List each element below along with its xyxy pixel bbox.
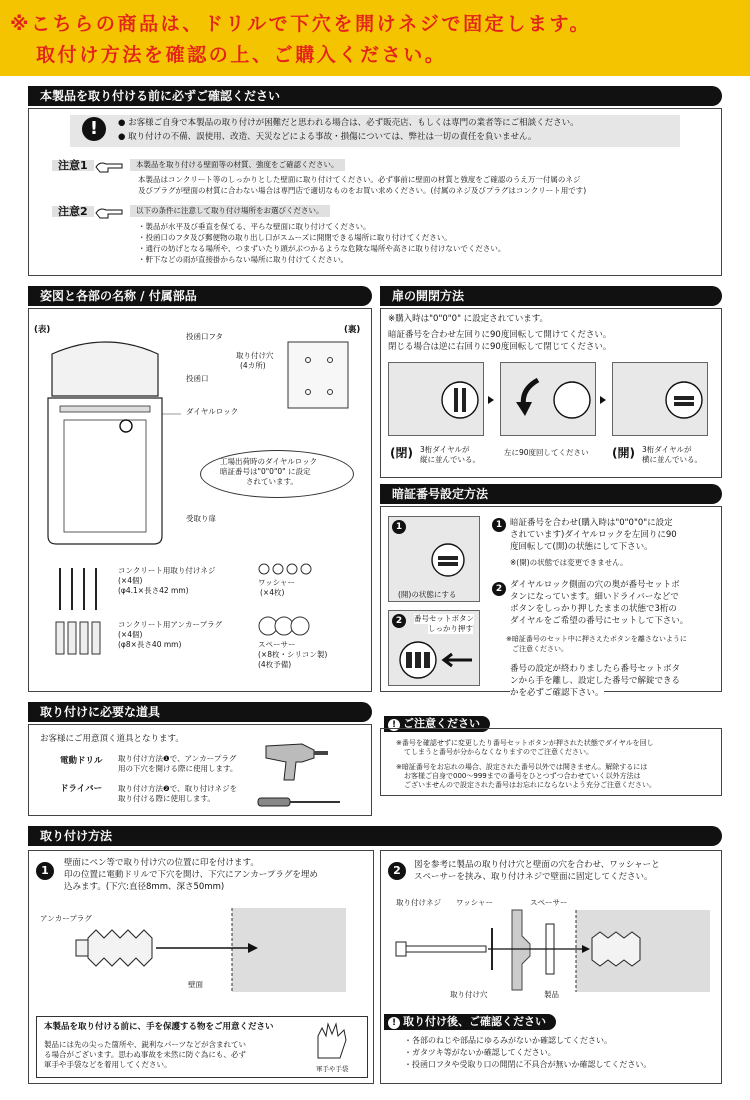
- spacers-name: スペーサー: [258, 640, 296, 649]
- photo-step-2: 2: [392, 614, 406, 628]
- caution-line: ございませんので設定された番号はお忘れにならないよう充分ご注意ください。: [404, 781, 656, 789]
- note2-item: ・製品が水平及び垂直を保てる、平らな壁面に取り付けてください。: [138, 222, 371, 231]
- info-icon: !: [388, 1017, 400, 1029]
- mailbox-back-illustration: [288, 342, 350, 410]
- glove-label: 軍手や手袋: [316, 1065, 349, 1073]
- mount-hole-label: 取り付け穴: [450, 990, 488, 999]
- banner-line-1: ※こちらの商品は、ドリルで下穴を開けネジで固定します。: [10, 13, 592, 35]
- plugs-size: (φ8×長さ40 mm): [118, 640, 182, 649]
- power-drill-icon: [262, 736, 332, 786]
- pointing-hand-icon: [94, 206, 124, 220]
- open-caption-1: 3桁ダイヤルが: [642, 445, 692, 454]
- code-step-3-line-2: ンから手を離し、設定した番号で解錠できる: [510, 676, 681, 686]
- install-step-1-line-1: 壁面にペン等で取り付け穴の位置に印を付けます。: [64, 858, 259, 868]
- tools-intro: お客様にご用意頂く道具となります。: [40, 734, 184, 744]
- screw-label: 取り付けネジ: [396, 898, 441, 907]
- part-label-receive-door: 受取り扉: [186, 514, 216, 523]
- code-step-2-line-3: ボタンをしっかり押したままの状態で3桁の: [510, 604, 677, 614]
- hand-protection-line: 製品には先の尖った箇所や、鋭利なパーツなどが含まれてい: [44, 1040, 247, 1049]
- drill-desc-2: 用の下穴を開ける際に使用します。: [118, 764, 238, 773]
- spacers-material: (×8枚・シリコン製): [258, 650, 328, 659]
- code-step-3-line-1: 番号の設定が終わりましたら番号セットボタ: [510, 664, 681, 674]
- after-check-item: ・各部のねじや部品にゆるみがないか確認してください。: [404, 1036, 612, 1045]
- screws-name: コンクリート用取り付けネジ: [118, 566, 216, 575]
- after-check-pill: [384, 1014, 556, 1030]
- screw-fixing-diagram: [396, 908, 714, 998]
- install-step-2-badge: 2: [388, 862, 406, 880]
- step-2-badge: 2: [492, 582, 506, 596]
- code-step-2-line-2: タンになっています。細いドライバーなどで: [510, 592, 679, 602]
- screws-size: (φ4.1×長さ42 mm): [118, 586, 189, 595]
- front-label: (表): [34, 325, 51, 335]
- mount-holes-count: (4カ所): [240, 361, 266, 370]
- set-button-label-1: 番号セットボタン: [414, 614, 474, 623]
- drill-name: 電動ドリル: [60, 756, 103, 766]
- banner-line-2: 取付け方法を確認の上、ご購入ください。: [36, 44, 447, 66]
- hand-protection-title: 本製品を取り付ける前に、手を保護する物をご用意ください: [44, 1022, 274, 1032]
- code-step-2-note-1: ※暗証番号のセット中に押さえたボタンを離さないように: [506, 635, 687, 643]
- code-step-1-line-2: されています)ダイヤルロックを左回りに90: [510, 530, 677, 540]
- note1-label: 注意1: [52, 160, 94, 171]
- note2-item: ・投函口のフタ及び郵便物の取り出し口がスムーズに開閉できる場所に取り付けてください。: [138, 233, 452, 242]
- door-close-instruction: 閉じる場合は逆に右回りに90度回転して閉じてください。: [388, 342, 612, 352]
- anchor-plugs-icon: [52, 620, 108, 656]
- install-step-1-line-2: 印の位置に電動ドリルで下穴を開け、下穴にアンカープラグを埋め: [64, 870, 318, 880]
- warning-line-1: ● お客様ご自身で本製品の取り付けが困難だと思われる場合は、必ず販売店、もしくは専門の業者等にご相談ください。: [118, 118, 579, 128]
- code-header: 暗証番号設定方法: [380, 484, 722, 504]
- part-label-slot: 投函口: [186, 374, 209, 383]
- note1-line-2: 及びプラグが壁面の材質に合わない場合は専門店で適切なものをお買い求めください。(付属のネジ及びプラグはコンクリート用です): [138, 186, 587, 195]
- closed-badge: (閉): [390, 446, 413, 460]
- rotate-caption: 左に90度回してください: [504, 448, 589, 457]
- product-label: 製品: [544, 990, 559, 999]
- caution-title: ご注意ください: [403, 717, 480, 730]
- open-caption-2: 横に並んでいる。: [642, 455, 702, 464]
- note1-heading: 本製品を取り付ける壁面等の材質、強度をご確認ください。: [130, 159, 345, 171]
- spacers-spare: (4枚予備): [258, 660, 292, 669]
- driver-desc-1: 取り付け方法❷で、取り付けネジを: [118, 784, 238, 793]
- after-check-item: ・投函口フタや受取り口の開閉に不具合が無いか確認してください。: [404, 1060, 652, 1069]
- code-step-2-line-4: ダイヤルをご希望の番号にセットして下さい。: [510, 616, 689, 626]
- set-button-label-2: しっかり押す: [428, 624, 473, 633]
- glove-icon: [310, 1020, 354, 1060]
- code-step-3-line-3: かを必ずご確認下さい。: [510, 688, 604, 698]
- warning-line-2: ● 取り付けの不備、誤使用、改造、天災などによる事故・損傷については、弊社は一切の責任を負いません。: [118, 132, 537, 142]
- caution-line: お客様ご自身で000〜999までの番号をひとつずつ合わせていく以外方法は: [404, 772, 641, 780]
- back-label: (裏): [344, 325, 361, 335]
- warning-icon: !: [82, 117, 106, 141]
- dial-open-icon: [428, 540, 468, 580]
- caution-line: ※暗証番号をお忘れの場合、設定された番号以外では開きません。解除するには: [396, 763, 648, 771]
- mount-holes-label: 取り付け穴: [236, 351, 274, 360]
- photo-step-1: 1: [392, 520, 406, 534]
- note2-heading: 以下の条件に注意して取り付け場所をお選びください。: [130, 205, 330, 217]
- part-label-dial: ダイヤルロック: [186, 407, 239, 416]
- screwdriver-icon: [258, 796, 342, 808]
- code-step-1-line-3: 度回転して(開)の状態にして下さい。: [510, 542, 653, 552]
- code-step-2-note-2: ご注意ください。: [512, 645, 568, 653]
- hand-protection-line: る場合がございます。思わぬ事故を未然に防ぐ為にも、必ず: [44, 1050, 246, 1059]
- install-step-1-badge: 1: [36, 862, 54, 880]
- driver-name: ドライバー: [60, 784, 103, 794]
- mailbox-front-illustration: [46, 336, 166, 556]
- closed-caption-1: 3桁ダイヤルが: [420, 445, 470, 454]
- door-header: 扉の開閉方法: [380, 286, 722, 306]
- pointing-hand-icon: [94, 160, 124, 174]
- washers-icon: [258, 562, 318, 576]
- note2-label: 注意2: [52, 206, 94, 217]
- top-banner: [0, 0, 750, 76]
- wall-label: 壁面: [188, 980, 203, 989]
- info-icon: !: [388, 719, 400, 731]
- caution-line: ※番号を確認せずに変更したり番号セットボタンが押された状態でダイヤルを回し: [396, 739, 654, 747]
- part-label-lid: 投函口フタ: [186, 332, 223, 341]
- anchor-plug-label: アンカープラグ: [40, 914, 92, 923]
- step-1-badge: 1: [492, 518, 506, 532]
- parts-header: 姿図と各部の名称 / 付属部品: [28, 286, 372, 306]
- open-badge: (開): [612, 446, 635, 460]
- precautions-header: 本製品を取り付ける前に必ずご確認ください: [28, 86, 722, 106]
- door-default-note: ※購入時は"0"0"0" に設定されています。: [388, 314, 549, 324]
- code-step-1-line-1: 暗証番号を合わせ(購入時は"0"0"0"に設定: [510, 518, 673, 528]
- after-check-title: 取り付け後、ご確認ください: [403, 1015, 546, 1028]
- note1-line-1: 本製品はコンクリート等のしっかりとした壁面に取り付けてください。必ず事前に壁面の材質と強度をご確認のうえ万一付属のネジ: [138, 175, 581, 184]
- caution-line: てしまうと番号が分からなくなりますのでご注意ください。: [404, 748, 593, 756]
- closed-caption-2: 縦に並んでいる。: [420, 455, 480, 464]
- note2-item: ・軒下などの雨が直接掛からない場所に取り付けてください。: [138, 255, 348, 264]
- hand-protection-line: 軍手や手袋などを着用してください。: [44, 1060, 172, 1069]
- spacers-icon: [258, 614, 322, 638]
- code-photo-caption: (開)の状態にする: [398, 590, 457, 599]
- drill-desc-1: 取り付け方法❶で、アンカープラグ: [118, 754, 237, 763]
- tools-header: 取り付けに必要な道具: [28, 702, 372, 722]
- spacer-label: スペーサー: [530, 898, 568, 907]
- install-step-1-line-3: 込みます。(下穴:直径8mm、深さ50mm): [64, 882, 225, 892]
- screws-icon: [54, 566, 104, 614]
- bubble-line-3: されています。: [246, 477, 298, 486]
- install-header: 取り付け方法: [28, 826, 722, 846]
- plugs-name: コンクリート用アンカープラグ: [118, 620, 223, 629]
- set-button-icon: [394, 638, 474, 682]
- install-step-2-line-1: 図を参考に製品の取り付け穴と壁面の穴を合わせ、ワッシャーと: [414, 860, 660, 870]
- dial-illustrations: [388, 362, 708, 436]
- washer-label: ワッシャー: [456, 898, 493, 907]
- after-check-item: ・ガタツキ等がないか確認してください。: [404, 1048, 556, 1057]
- washers-count: (×4枚): [260, 588, 285, 597]
- washers-name: ワッシャー: [258, 578, 295, 587]
- plugs-count: (×4個): [118, 630, 143, 639]
- note2-item: ・通行の妨げとなる場所や、つまずいたり頭がぶつかるような危険な場所や高さに取り付けないでください。: [138, 244, 506, 253]
- door-open-instruction: 暗証番号を合わせ左回りに90度回転して開けてください。: [388, 330, 612, 340]
- install-step-2-line-2: スペーサーを挟み、取り付けネジで壁面に固定してください。: [414, 872, 653, 882]
- driver-desc-2: 取り付ける際に使用します。: [118, 794, 215, 803]
- bubble-line-2: 暗証番号は"0"0"0" に設定: [220, 467, 311, 476]
- code-step-2-line-1: ダイヤルロック側面の穴の奥が番号セットボ: [510, 580, 680, 590]
- screws-count: (×4個): [118, 576, 143, 585]
- code-step-1-note: ※(開)の状態では変更できません。: [510, 558, 628, 567]
- bubble-line-1: 工場出荷時のダイヤルロック: [220, 457, 318, 466]
